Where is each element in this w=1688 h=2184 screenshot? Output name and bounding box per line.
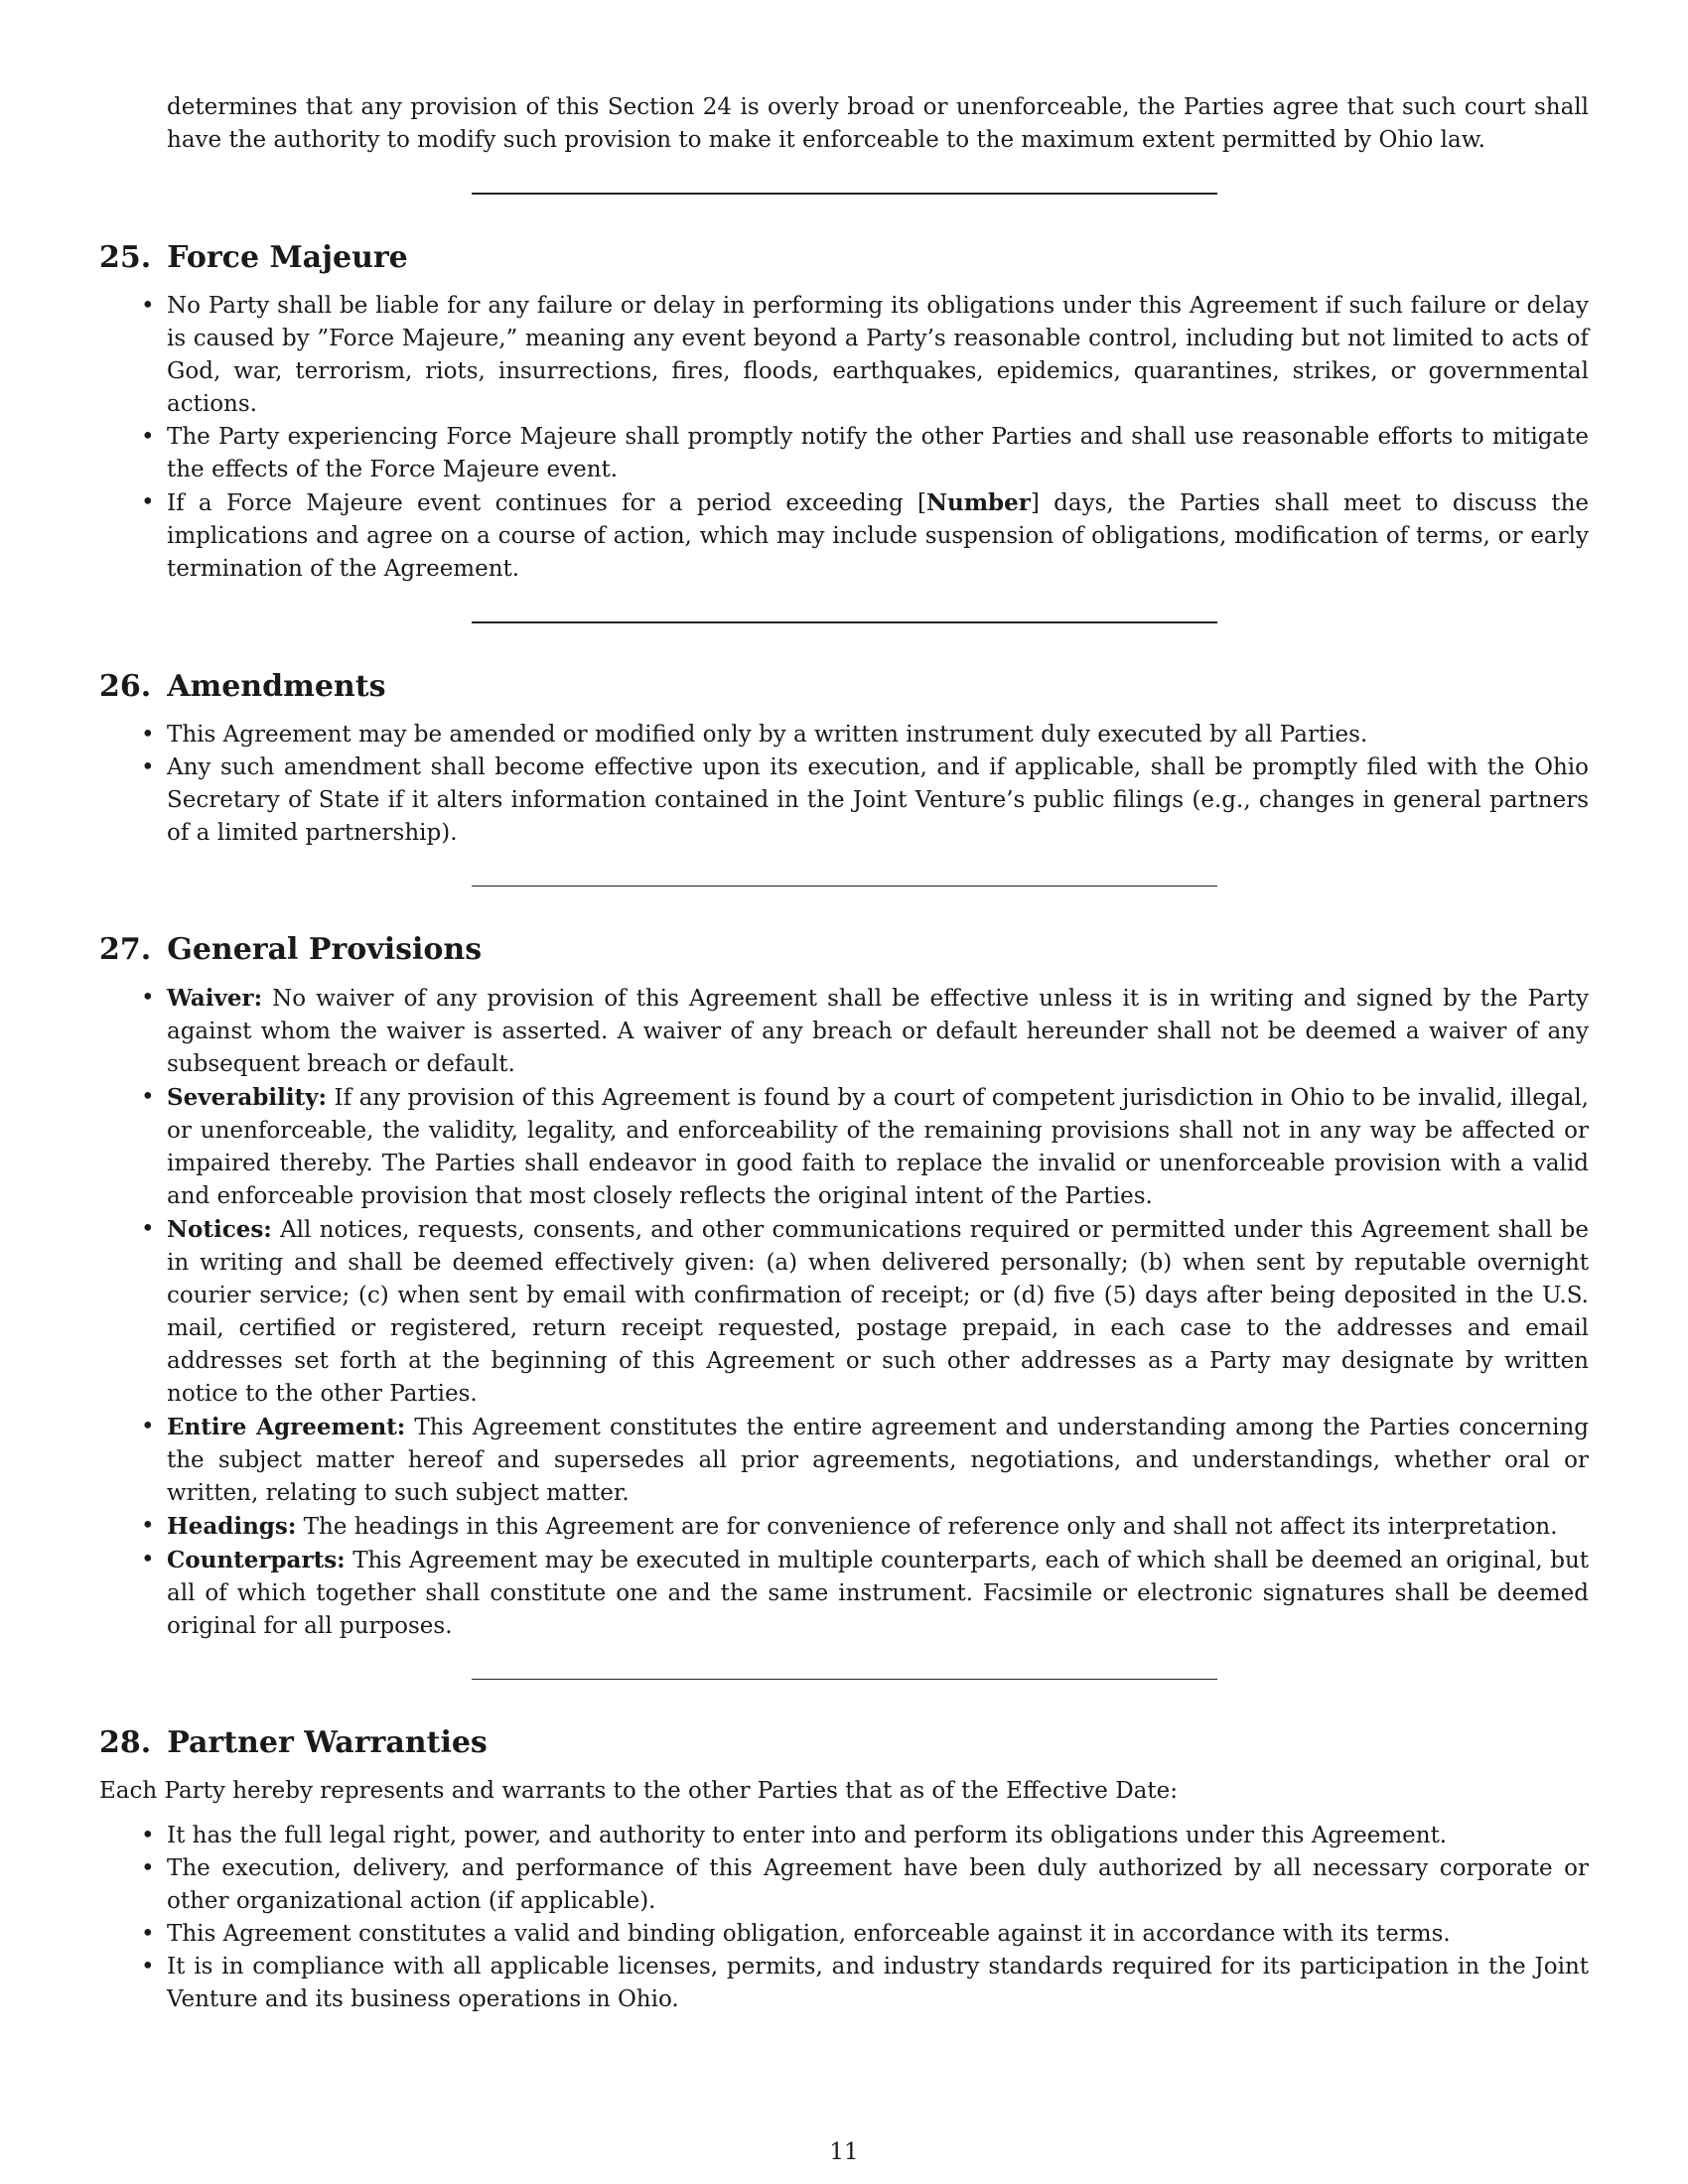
list-item [167,1544,1589,1643]
item-text-pre: If a Force Majeure event continues for a period exceeding [ [167,490,926,516]
section-intro: Each Party hereby represents and warrants to the other Parties that as of the Effective Date: [99,1778,1178,1804]
page-number: 11 [829,2139,859,2165]
list-item: • It is in compliance with all applicable licenses, permits, and industry standards required for its participation in the Joint Venture and its business operations in Ohio. [167,1951,1589,2016]
section-number: 27. [99,932,152,967]
section-heading-28 [99,1723,1589,1763]
section-27-list [99,982,1589,1643]
list-item: • The execution, delivery, and performance of this Agreement have been duly authorized by all necessary corporate or other organizational action (if applicable). [167,1852,1589,1918]
section-heading-25 [99,238,1589,278]
item-label: Notices: [167,1216,272,1243]
list-item: • It has the full legal right, power, and authority to enter into and perform its obligations under this Agreement. [167,1820,1589,1852]
item-text: This Agreement constitutes the entire agreement and understanding among the Parties concerning the subject matter hereof and supersedes all prior agreements, negotiations, and understandings, whether oral or written, relating to such subject matter. [167,1415,1589,1506]
document-page [99,91,1589,2016]
item-label: Severability: [167,1084,328,1111]
list-item: • This Agreement constitutes a valid and binding obligation, enforceable against it in accordance with its terms. [167,1918,1589,1951]
section-26-list [99,719,1589,850]
section-divider [472,1679,1217,1680]
item-text: The headings in this Agreement are for convenience of reference only and shall not affect its interpretation. [303,1514,1558,1540]
section-title: Partner Warranties [167,1725,488,1760]
section-title: General Provisions [167,932,483,967]
list-item [167,1213,1589,1411]
item-text-post: ] days, the Parties shall meet to discuss the implications and agree on a course of action, which may include suspension of obligations, modification of terms, or early termination of the Agreement. [167,490,1590,582]
section-heading-27 [99,930,1589,970]
section-title: Amendments [167,669,386,704]
list-item: • This Agreement may be amended or modified only by a written instrument duly executed by all Parties. [167,719,1589,751]
list-item [167,1411,1589,1510]
list-item [167,1510,1589,1544]
item-text: No waiver of any provision of this Agreement shall be effective unless it is in writing and signed by the Party against whom the waiver is asserted. A waiver of any breach or default hereunder shall not be deemed a waiver of any subsequent breach or default. [167,986,1590,1077]
section-divider [472,621,1217,623]
item-text: If any provision of this Agreement is found by a court of competent jurisdiction in Ohio to be invalid, illegal, or unenforceable, the validity, legality, and enforceability of the remaining provisions shall not in any way be affected or impaired thereby. The Parties shall endeavor in good faith to replace the invalid or unenforceable provision with a valid and enforceable provision that most closely reflects the original intent of the Parties. [167,1085,1589,1209]
section-divider [472,886,1217,887]
section-divider [472,193,1217,195]
section-title: Force Majeure [167,240,408,275]
list-item: • No Party shall be liable for any failure or delay in performing its obligations under this Agreement if such failure or delay is caused by ”Force Majeure,” meaning any event beyond a Party’s reasonable control, including but not limited to acts of God, war, terrorism, riots, insurrections, fires, floods, earthquakes, epidemics, quarantines, strikes, or governmental actions. [167,290,1589,421]
list-item: • Any such amendment shall become effective upon its execution, and if applicable, shall be promptly filed with the Ohio Secretary of State if it alters information contained in the Joint Venture’s public filings (e.g., changes in general partners of a limited partnership). [167,751,1589,850]
item-text: This Agreement may be executed in multiple counterparts, each of which shall be deemed an original, but all of which together shall constitute one and the same instrument. Facsimile or electronic signatures shall be deemed original for all purposes. [167,1548,1590,1639]
section-25-list [99,290,1589,586]
list-item: • The Party experiencing Force Majeure shall promptly notify the other Parties and shall use reasonable efforts to mitigate the effects of the Force Majeure event. [167,421,1589,486]
item-label: Waiver: [167,985,263,1012]
list-item [167,1081,1589,1213]
item-label: Headings: [167,1513,297,1540]
section-28-list [99,1820,1589,2016]
list-item [167,982,1589,1081]
section-heading-26 [99,667,1589,707]
item-label: Entire Agreement: [167,1414,406,1440]
section-number: 25. [99,240,152,275]
placeholder-number: Number [925,489,1031,516]
list-item [167,486,1589,586]
section-number: 28. [99,1725,152,1760]
section-number: 26. [99,669,152,704]
item-text: All notices, requests, consents, and other communications required or permitted under this Agreement shall be in writing and shall be deemed effectively given: (a) when delivered personally; (b) when sent by reputable overnight courier service; (c) when sent by email with confirmation of receipt; or (d) five (5) days after being deposited in the U.S. mail, certified or registered, return receipt requested, postage prepaid, in each case to the addresses and email addresses set forth at the beginning of this Agreement or such other addresses as a Party may designate by written notice to the other Parties. [167,1217,1589,1407]
continuation-paragraph: determines that any provision of this Section 24 is overly broad or unenforceable, the Parties agree that such court shall have the authority to modify such provision to make it enforceable to the maximum extent permitted by Ohio law. [167,94,1589,153]
item-label: Counterparts: [167,1547,346,1573]
